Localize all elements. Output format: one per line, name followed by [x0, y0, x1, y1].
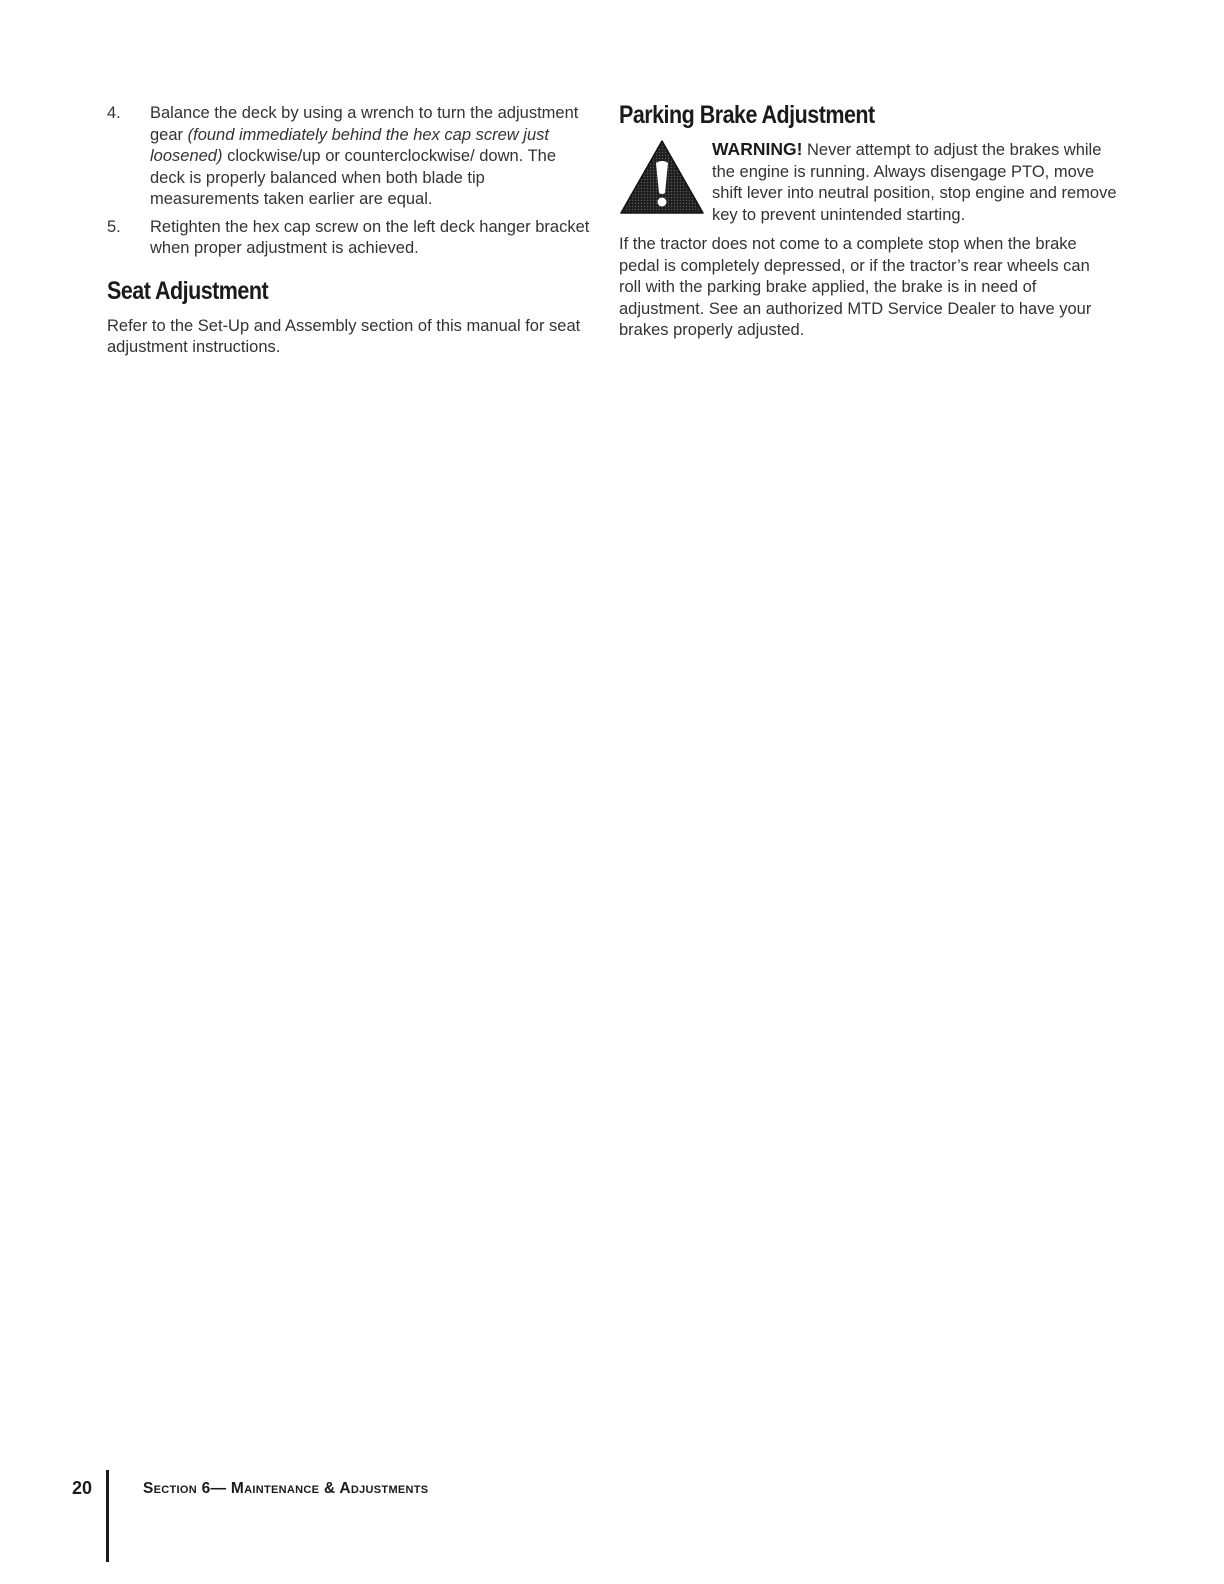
- warning-triangle-icon: [619, 139, 705, 215]
- list-item: [107, 217, 595, 260]
- step-text-continued: clockwise/up or counterclockwise/ down. The deck is properly balanced when both blade tip measurements taken earlier are equal.: [150, 147, 556, 208]
- warning-message: Never attempt to adjust the brakes while the engine is running. Always disengage PTO, move shift lever into neutral position, stop engine and remove key to prevent unintended starting.: [712, 141, 1117, 224]
- step-text-italic: (found immediately behind the hex cap screw just loosened): [150, 125, 549, 165]
- page-number: 20: [72, 1478, 93, 1498]
- step-text: Retighten the hex cap screw on the left deck hanger bracket when proper adjustment is achieved.: [150, 217, 590, 257]
- page-footer: [0, 1470, 1224, 1570]
- footer-section-title: Section 6— Maintenance & Adjustments: [143, 1480, 429, 1497]
- step-number: 4.: [107, 104, 121, 122]
- seat-adjustment-heading: Seat Adjustment: [107, 276, 269, 305]
- warning-block: [619, 139, 1117, 228]
- warning-text: [712, 139, 1117, 226]
- warning-label: WARNING!: [712, 139, 803, 159]
- parking-brake-heading: Parking Brake Adjustment: [619, 101, 875, 129]
- parking-brake-text: If the tractor does not come to a complete stop when the brake pedal is completely depressed, or if the tractor’s rear wheels can roll with the parking brake applied, the brake is in need of adjustment. See an authorized MTD Service Dealer to have your brakes properly adjusted.: [619, 235, 1092, 339]
- footer-divider: [106, 1470, 109, 1562]
- list-item: [107, 103, 595, 211]
- step-number: 5.: [107, 217, 121, 236]
- left-column: [107, 103, 595, 359]
- step-text: Balance the deck by using a wrench to turn the adjustment gear: [150, 104, 579, 144]
- right-column: [619, 100, 1117, 342]
- seat-adjustment-text: Refer to the Set-Up and Assembly section of this manual for seat adjustment instructions.: [107, 316, 581, 356]
